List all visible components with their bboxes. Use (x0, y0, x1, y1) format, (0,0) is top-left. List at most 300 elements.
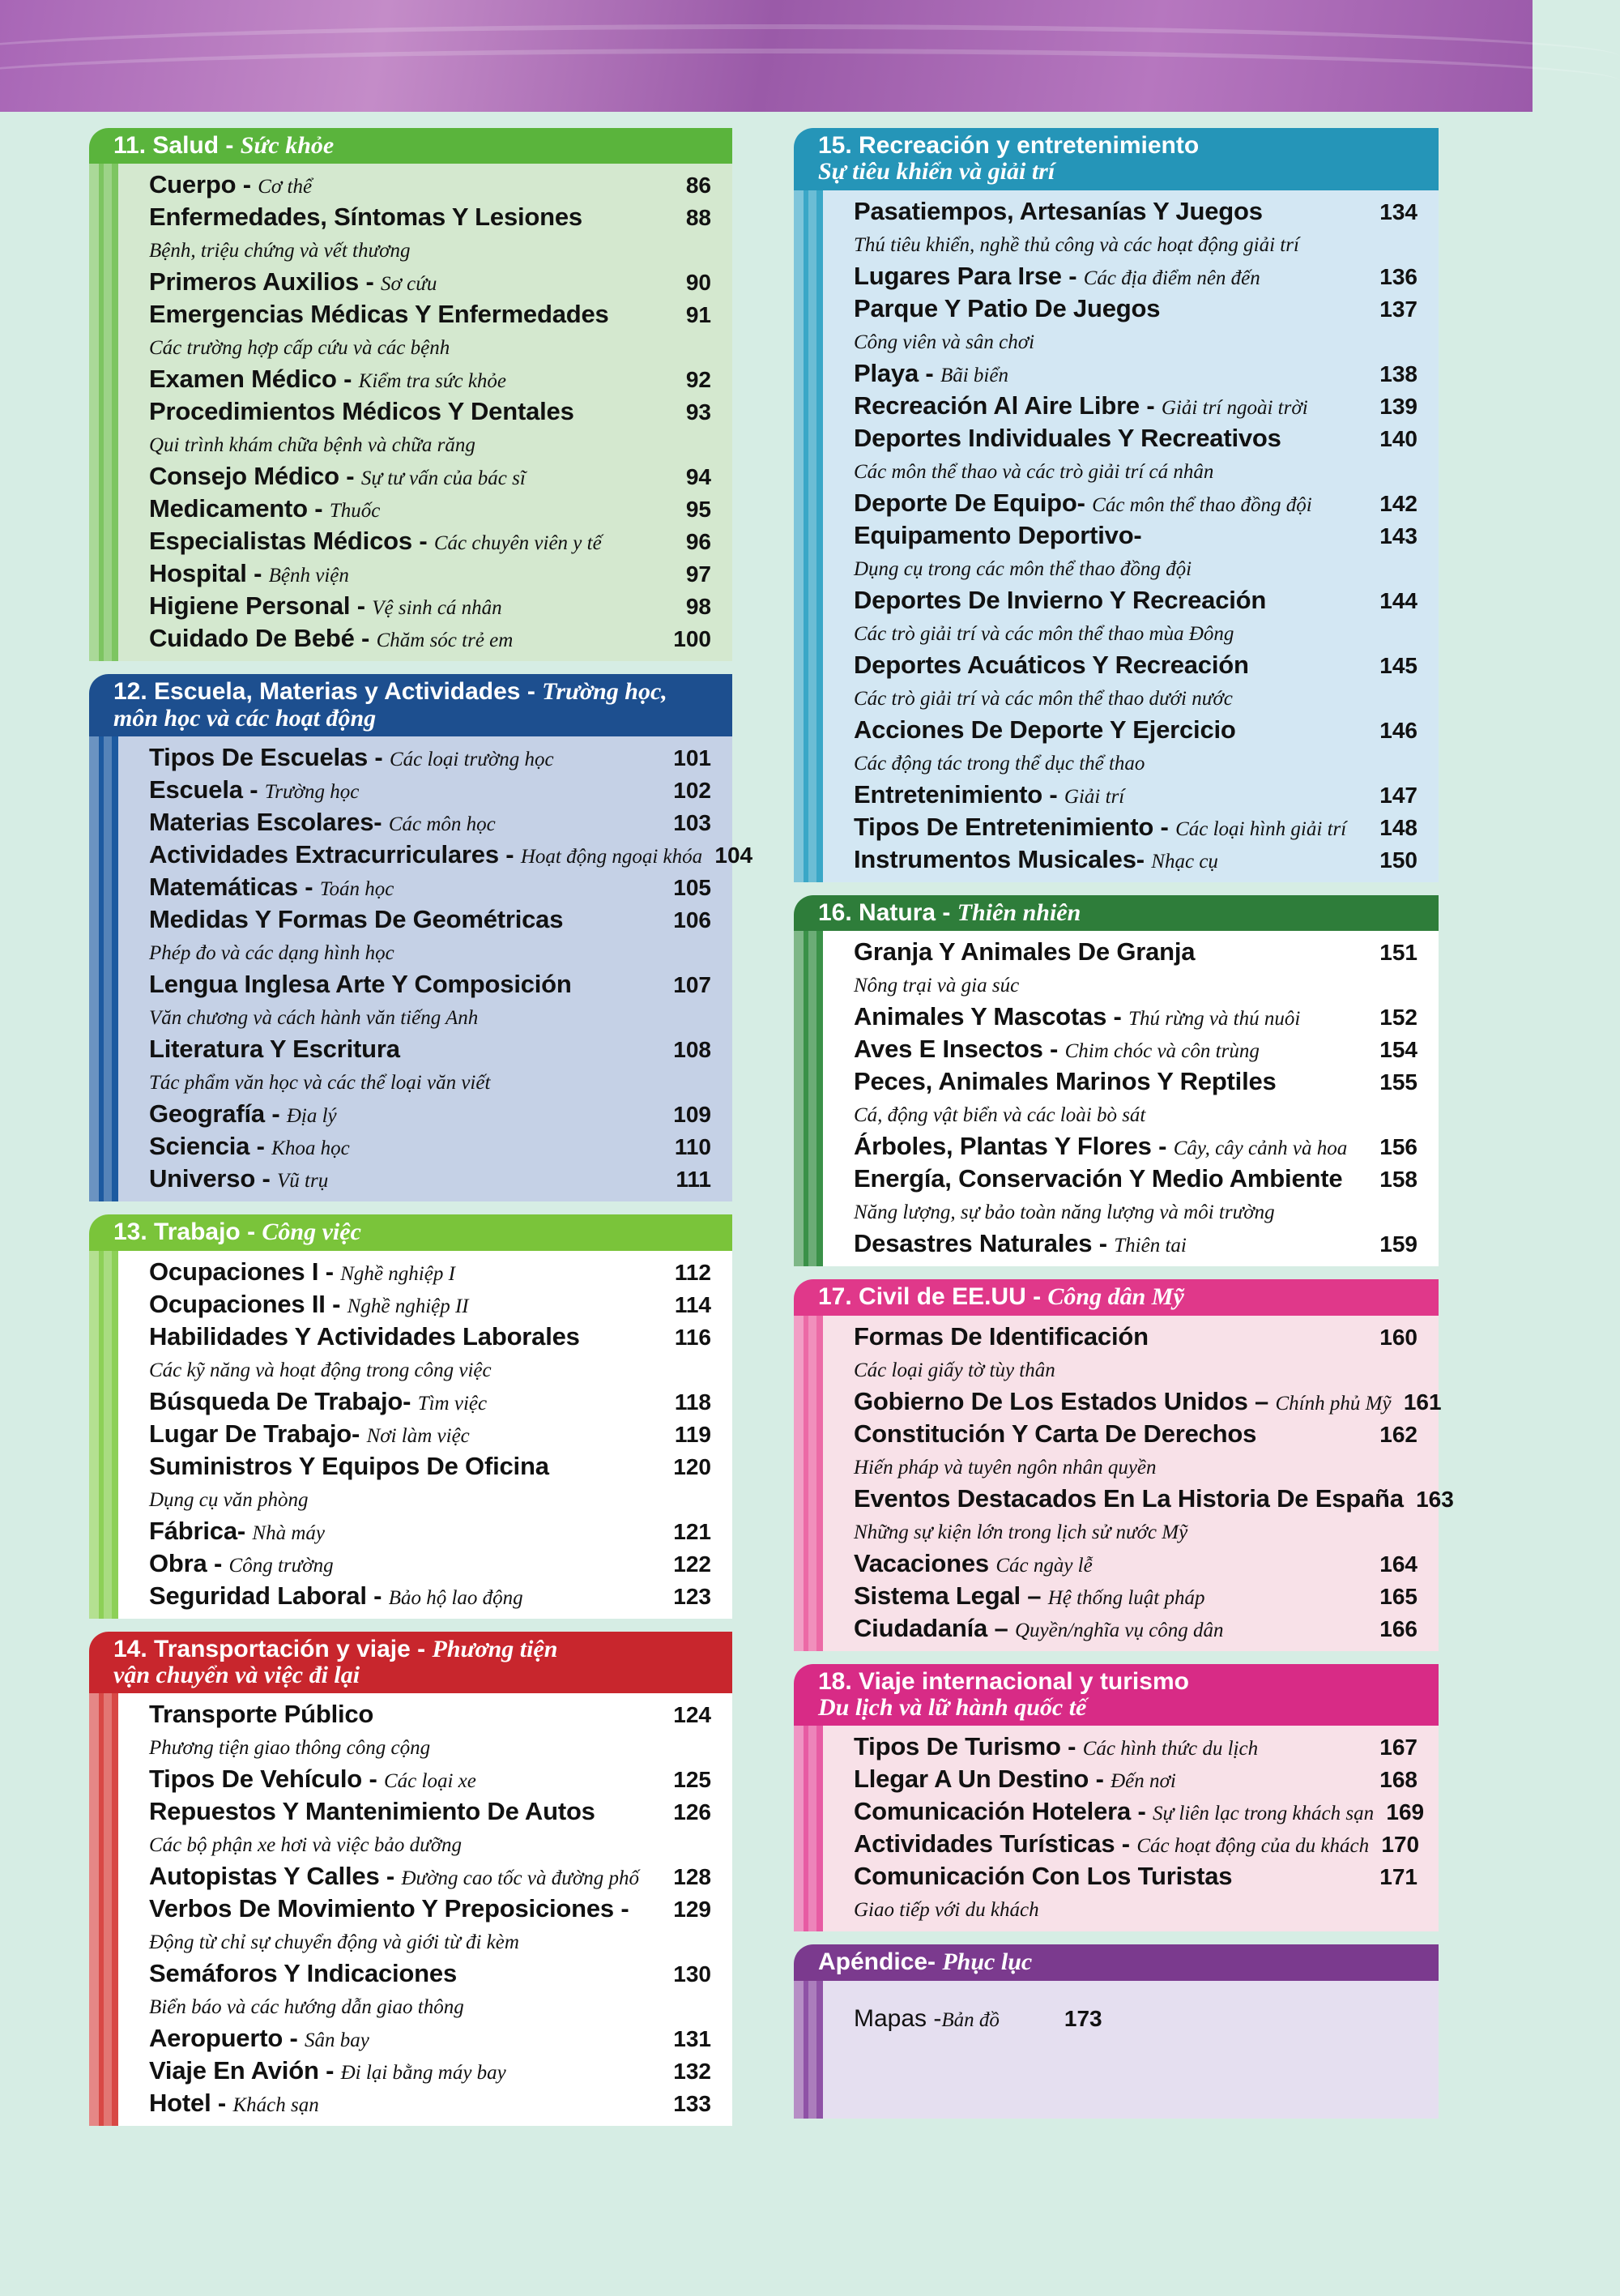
toc-entry[interactable] (854, 391, 1418, 424)
toc-entry[interactable] (149, 1452, 711, 1484)
toc-entry[interactable] (149, 840, 753, 873)
entry-title-vi: Các ngày lễ (995, 1554, 1093, 1577)
side-stripe (794, 931, 823, 1266)
page-number: 120 (673, 1453, 711, 1479)
entry-title-es: Tipos De Vehículo - (149, 1765, 384, 1794)
page-number: 169 (1386, 1799, 1425, 1825)
entry-title-vi: Các địa điểm nên đến (1083, 267, 1260, 289)
entry-text (854, 1862, 1367, 1891)
entry-subtitle-vi: Thú tiêu khiển, nghề thủ công và các hoạt động giải trí (854, 233, 1299, 256)
toc-entry[interactable] (149, 462, 711, 494)
page-number: 143 (1379, 523, 1418, 548)
entry-title-es: Parque Y Patio De Juegos (854, 293, 1161, 322)
section-title: 13. Trabajo - (113, 1218, 262, 1246)
entry-subtitle-vi: Phép đo và các dạng hình học (149, 942, 394, 965)
entry-title-vi: Bệnh viện (268, 565, 349, 587)
section-title-vi: Sức khỏe (240, 132, 335, 159)
entry-text (149, 2089, 661, 2118)
entry-title-es: Eventos Destacados En La Historia De España (854, 1483, 1404, 1513)
entry-text (149, 527, 661, 556)
entry-text (149, 1581, 661, 1611)
section-title-vi: Phục lục (942, 1948, 1033, 1976)
page-number: 111 (676, 1167, 711, 1193)
entry-title-vi: Đi lại bằng máy bay (340, 2062, 506, 2085)
entry-title-es: Tipos De Turismo - (854, 1732, 1083, 1761)
entry-title-es: Árboles, Plantas Y Flores - (854, 1132, 1174, 1161)
toc-entry[interactable] (854, 586, 1418, 618)
entry-text (149, 365, 661, 394)
toc-entry[interactable] (854, 1132, 1418, 1164)
entry-title-vi: Địa lý (286, 1105, 337, 1128)
section-11-salud (89, 128, 732, 661)
toc-entry[interactable] (149, 905, 711, 937)
entry-title-es: Medidas Y Formas De Geométricas (149, 905, 564, 934)
entry-subtitle-vi: Hiến pháp và tuyên ngôn nhân quyền (854, 1456, 1157, 1479)
section-title-vi-line2: vận chuyển và việc đi lại (113, 1661, 360, 1688)
section-title-vi: Thiên nhiên (957, 898, 1081, 926)
entry-title-vi: Nhạc cụ (1151, 850, 1218, 873)
entry-text (854, 1484, 1404, 1513)
entry-title-es: Hotel - (149, 2089, 233, 2118)
page-number: 105 (673, 875, 711, 901)
toc-entry[interactable] (854, 1067, 1418, 1099)
entry-title-es: Vacaciones (854, 1548, 996, 1577)
entry-title-vi: Tìm việc (417, 1392, 488, 1415)
toc-entry[interactable] (149, 2089, 711, 2121)
page-number: 119 (674, 1421, 711, 1447)
page-number: 154 (1379, 1037, 1418, 1063)
section-body (794, 1726, 1439, 1931)
toc-entry[interactable] (149, 1549, 711, 1581)
toc-entry[interactable] (149, 1765, 711, 1797)
page-number: 98 (685, 594, 711, 620)
section-title: 16. Natura - (818, 898, 957, 926)
entry-title-vi: Các loại trường học (389, 749, 554, 771)
entry-title-es: Emergencias Médicas Y Enfermedades (149, 300, 609, 329)
entry-title-vi: Đến nơi (1111, 1770, 1176, 1793)
entry-text (854, 1164, 1367, 1193)
entry-title-es: Playa - (854, 358, 940, 387)
page-number: 136 (1379, 263, 1418, 289)
entry-title-vi: Sự liên lạc trong khách sạn (1153, 1803, 1375, 1825)
toc-entry[interactable] (854, 845, 1418, 877)
entry-title-es: Fábrica- (149, 1516, 253, 1545)
toc-entry[interactable] (149, 1132, 711, 1164)
entry-title-es: Sciencia - (149, 1132, 272, 1161)
toc-entry[interactable] (854, 197, 1418, 229)
section-body (794, 1316, 1454, 1651)
page-number: 107 (673, 972, 711, 998)
toc-entry[interactable] (149, 1419, 711, 1452)
entry-title-vi: Chăm sóc trẻ em (376, 629, 514, 652)
entry-subtitle-vi: Các trò giải trí và các môn thể thao mùa Đông (854, 622, 1234, 645)
section-13-trabajo (89, 1214, 732, 1618)
page-number: 165 (1379, 1583, 1418, 1609)
toc-entry[interactable] (149, 1517, 711, 1549)
entry-text (149, 397, 661, 426)
toc-entry[interactable] (149, 775, 711, 808)
toc-entry[interactable] (149, 2056, 711, 2089)
entry-title-vi: Sự tư vấn của bác sĩ (360, 467, 526, 490)
entry-text (149, 873, 661, 902)
page-number: 147 (1379, 782, 1418, 808)
entry-title-es: Lugar De Trabajo- (149, 1419, 367, 1448)
toc-entry[interactable] (149, 743, 711, 775)
entry-text (854, 651, 1367, 680)
entry-text (854, 1581, 1367, 1611)
entry-title-es: Cuidado De Bebé - (149, 624, 377, 653)
toc-entry[interactable] (854, 715, 1418, 748)
entry-title-es: Mapas - (854, 2004, 942, 2032)
entry-title-vi: Các hoạt động của du khách (1136, 1835, 1370, 1858)
entry-subtitle-vi: Các trò giải trí và các môn thể thao dưới nước (854, 687, 1233, 710)
entry-subtitle-vi: Biển báo và các hướng dẫn giao thông (149, 1996, 464, 2019)
page-number: 112 (674, 1259, 711, 1285)
section-body (89, 736, 753, 1201)
entry-title-vi: Nhà máy (252, 1521, 325, 1544)
entry-title-vi: Cơ thể (258, 176, 313, 198)
toc-entry[interactable] (149, 1099, 711, 1132)
entry-title-vi: Các môn thể thao đồng đội (1092, 493, 1312, 516)
toc-entry[interactable] (149, 365, 711, 397)
toc-entry[interactable] (149, 494, 711, 527)
toc-entry[interactable] (149, 267, 711, 300)
toc-entry[interactable] (149, 1035, 711, 1067)
toc-entry[interactable] (149, 808, 711, 840)
entry-title-es: Actividades Extracurriculares - (149, 840, 521, 869)
entry-text (149, 1387, 661, 1416)
page-number: 167 (1379, 1735, 1418, 1760)
entry-text (149, 1797, 661, 1826)
toc-entry[interactable] (854, 1987, 1418, 2060)
section-title: 18. Viaje internacional y turismo (818, 1667, 1189, 1695)
toc-entry[interactable] (149, 1797, 711, 1829)
toc-entry[interactable] (854, 1614, 1418, 1646)
entry-title-vi: Thiên tai (1114, 1235, 1187, 1257)
entry-subtitle-vi: Những sự kiện lớn trong lịch sử nước Mỹ (854, 1521, 1188, 1543)
page-number: 144 (1379, 587, 1418, 613)
section-12-escuela (89, 674, 753, 1201)
toc-entry[interactable] (854, 1549, 1418, 1581)
entry-title-vi: Các loại xe (384, 1770, 476, 1793)
entry-title-es: Acciones De Deporte Y Ejercicio (854, 715, 1236, 744)
page-number: 168 (1379, 1767, 1418, 1793)
entry-title-es: Animales Y Mascotas - (854, 1002, 1129, 1031)
toc-entry[interactable] (854, 651, 1418, 683)
entry-text (149, 1035, 661, 1064)
entry-title-es: Literatura Y Escritura (149, 1035, 400, 1064)
toc-entry[interactable] (854, 1035, 1418, 1067)
side-stripe (794, 1726, 823, 1931)
entry-text (149, 203, 661, 232)
entry-text (854, 715, 1367, 745)
toc-entry[interactable] (149, 1700, 711, 1732)
section-title-vi: Phương tiện (432, 1635, 558, 1662)
page-number: 129 (673, 1897, 711, 1923)
section-header (794, 1279, 1439, 1315)
entry-title-es: Geografía - (149, 1099, 287, 1129)
entry-title-es: Habilidades Y Actividades Laborales (149, 1321, 580, 1351)
toc-entry[interactable] (149, 1581, 711, 1614)
entry-text (149, 1132, 661, 1161)
entry-subtitle-vi: Giao tiếp với du khách (854, 1899, 1039, 1922)
page-number: 156 (1379, 1134, 1418, 1160)
entry-text (149, 2024, 661, 2053)
entry-text (854, 937, 1367, 967)
entry-title-es: Repuestos Y Mantenimiento De Autos (149, 1797, 595, 1826)
entry-text (854, 262, 1367, 291)
entry-title-es: Aeropuerto - (149, 2024, 305, 2053)
entry-text (854, 521, 1367, 550)
toc-entry[interactable] (149, 873, 711, 905)
page-number: 122 (673, 1551, 711, 1577)
entry-text (149, 1322, 661, 1351)
entry-title-es: Escuela - (149, 775, 265, 804)
entry-title-es: Hospital - (149, 559, 269, 588)
toc-entry[interactable] (149, 2024, 711, 2056)
toc-entry[interactable] (149, 527, 711, 559)
entry-subtitle-vi: Các bộ phận xe hơi và việc bảo dưỡng (149, 1834, 463, 1857)
page-number: 155 (1379, 1069, 1418, 1095)
entry-subtitle-vi: Văn chương và cách hành văn tiếng Anh (149, 1007, 479, 1030)
entry-title-es: Deporte De Equipo- (854, 488, 1093, 517)
toc-entry[interactable] (854, 1862, 1418, 1894)
toc-entry[interactable] (854, 1322, 1418, 1355)
page-number: 97 (685, 561, 711, 587)
section-header (794, 895, 1439, 931)
entry-title-vi: Thú rừng và thú nuôi (1128, 1008, 1301, 1031)
page-number: 94 (685, 464, 711, 490)
entry-text (149, 1452, 661, 1481)
toc-entry[interactable] (149, 170, 711, 203)
toc-entry[interactable] (854, 1483, 1454, 1517)
entry-text (854, 1035, 1367, 1064)
page-number: 158 (1379, 1167, 1418, 1193)
entry-text (149, 1099, 661, 1129)
entry-text (149, 1700, 661, 1729)
page-number: 126 (673, 1799, 711, 1825)
entry-text (149, 170, 661, 199)
entry-title-es: Formas De Identificación (854, 1321, 1149, 1351)
entry-title-es: Procedimientos Médicos Y Dentales (149, 397, 574, 426)
toc-entry[interactable] (149, 559, 711, 591)
section-title-vi: Công việc (262, 1218, 361, 1246)
entry-title-es: Matemáticas - (149, 873, 320, 902)
entry-text (854, 1829, 1369, 1859)
toc-entry[interactable] (854, 1229, 1418, 1261)
toc-entry[interactable] (854, 813, 1418, 845)
page-number: 92 (685, 367, 711, 393)
entry-title-vi: Sân bay (305, 2029, 369, 2052)
entry-title-es: Ciudadanía – (854, 1613, 1015, 1642)
page-number: 128 (673, 1864, 711, 1890)
page-number: 162 (1379, 1421, 1418, 1447)
entry-title-es: Sistema Legal – (854, 1581, 1048, 1610)
page-number: 121 (673, 1518, 711, 1544)
toc-entry[interactable] (149, 1257, 711, 1290)
entry-text (149, 743, 661, 772)
entry-title-vi: Vệ sinh cá nhân (372, 597, 502, 620)
page-number: 86 (685, 173, 711, 198)
page-number: 108 (673, 1037, 711, 1063)
section-header (89, 128, 732, 164)
entry-title-es: Viaje En Avión - (149, 2056, 341, 2085)
page-number: 161 (1403, 1389, 1442, 1415)
section-title: 17. Civil de EE.UU - (818, 1283, 1048, 1311)
entry-title-es: Ocupaciones I - (149, 1257, 341, 1286)
toc-entry[interactable] (149, 1290, 711, 1322)
page-number: 125 (673, 1767, 711, 1793)
page-number: 137 (1379, 296, 1418, 322)
entry-title-es: Comunicación Hotelera - (854, 1797, 1153, 1826)
entry-title-vi: Các hình thức du lịch (1082, 1738, 1259, 1760)
entry-title-vi: Hệ thống luật pháp (1047, 1586, 1205, 1609)
toc-entry[interactable] (854, 294, 1418, 326)
toc-entry[interactable] (149, 970, 711, 1002)
toc-entry[interactable] (854, 1829, 1418, 1862)
entry-subtitle-vi: Nông trại và gia súc (854, 975, 1020, 997)
page-number: 90 (685, 270, 711, 296)
page-number: 132 (673, 2059, 711, 2085)
entry-title-es: Suministros Y Equipos De Oficina (149, 1451, 549, 1480)
top-decorative-band (0, 0, 1533, 112)
entry-title-vi: Các môn học (388, 813, 496, 836)
entry-title-es: Higiene Personal - (149, 591, 373, 621)
toc-entry[interactable] (854, 521, 1418, 553)
entry-title-es: Ocupaciones II - (149, 1289, 347, 1318)
toc-entry[interactable] (854, 359, 1418, 391)
entry-subtitle-vi: Các môn thể thao và các trò giải trí cá nhân (854, 460, 1214, 483)
entry-text (149, 808, 661, 837)
page-number: 116 (674, 1324, 711, 1350)
entry-subtitle-vi: Các kỹ năng và hoạt động trong công việc (149, 1359, 492, 1381)
page-number: 109 (673, 1102, 711, 1128)
entry-text (854, 294, 1367, 323)
entry-title-es: Deportes Acuáticos Y Recreación (854, 650, 1249, 679)
toc-entry[interactable] (854, 1581, 1418, 1614)
toc-entry[interactable] (149, 397, 711, 429)
entry-title-vi: Bãi biển (940, 364, 1008, 386)
entry-text (854, 1067, 1367, 1096)
entry-title-es: Gobierno De Los Estados Unidos – (854, 1386, 1276, 1415)
section-body (794, 931, 1439, 1266)
entry-title-es: Autopistas Y Calles - (149, 1862, 402, 1891)
entry-text (854, 1549, 1367, 1578)
entry-title-vi: Trường học (264, 781, 360, 804)
entry-title-es: Examen Médico - (149, 365, 359, 394)
entry-title-es: Materias Escolares- (149, 808, 389, 837)
page-number: 164 (1379, 1551, 1418, 1577)
entry-text (149, 559, 661, 588)
toc-entry[interactable] (854, 1386, 1442, 1419)
entry-title-vi: Thuốc (329, 500, 381, 523)
toc-entry[interactable] (149, 1894, 711, 1927)
toc-entry[interactable] (854, 489, 1418, 521)
page-number: 140 (1379, 425, 1418, 451)
section-body (89, 1693, 732, 2126)
toc-entry[interactable] (149, 1862, 711, 1894)
toc-entry[interactable] (854, 262, 1418, 294)
page-number: 142 (1379, 490, 1418, 516)
section-title: 14. Transportación y viaje - (113, 1635, 433, 1662)
page-number: 160 (1379, 1324, 1418, 1350)
toc-entry[interactable] (149, 300, 711, 332)
page-number: 148 (1379, 814, 1418, 840)
entry-title-es: Especialistas Médicos - (149, 527, 434, 556)
toc-entry[interactable] (854, 1765, 1418, 1797)
toc-entry[interactable] (149, 203, 711, 235)
entry-title-vi: Bản đồ (941, 2008, 1000, 2031)
entry-text (854, 1732, 1367, 1761)
entry-text (854, 1614, 1367, 1643)
entry-text (854, 1797, 1374, 1826)
toc-entry[interactable] (149, 624, 711, 656)
section-title-vi-line2: Sự tiêu khiển và giải trí (818, 158, 1055, 186)
section-header (89, 1214, 732, 1250)
toc-entry[interactable] (854, 1002, 1418, 1035)
toc-entry[interactable] (149, 1164, 711, 1197)
section-header (89, 1632, 732, 1694)
entry-title-es: Medicamento - (149, 494, 330, 523)
entry-title-es: Obra - (149, 1548, 229, 1577)
toc-entry[interactable] (854, 424, 1418, 456)
page-number: 110 (674, 1134, 711, 1160)
entry-text (149, 2056, 661, 2085)
entry-text (149, 267, 661, 297)
toc-entry[interactable] (854, 1732, 1418, 1765)
side-stripe (89, 164, 118, 661)
toc-entry[interactable] (149, 1322, 711, 1355)
toc-entry[interactable] (854, 937, 1418, 970)
entry-text (149, 1290, 661, 1319)
entry-title-vi: Vũ trụ (277, 1170, 329, 1193)
entry-title-vi: Sơ cứu (381, 273, 437, 296)
page-number: 170 (1381, 1832, 1420, 1858)
page-number: 100 (673, 626, 711, 652)
section-title-vi-line2: môn học và các hoạt động (113, 704, 377, 732)
entry-title-vi: Giải trí (1064, 785, 1125, 808)
toc-entry[interactable] (149, 591, 711, 624)
page-number: 131 (673, 2026, 711, 2052)
side-stripe (794, 1981, 823, 2119)
entry-title-es: Semáforos Y Indicaciones (149, 1959, 457, 1988)
entry-title-es: Deportes Individuales Y Recreativos (854, 423, 1281, 452)
section-body (794, 190, 1439, 882)
entry-subtitle-vi: Năng lượng, sự bảo toàn năng lượng và môi trường (854, 1201, 1275, 1224)
entry-title-vi: Chim chóc và côn trùng (1064, 1040, 1260, 1063)
toc-entry[interactable] (854, 1164, 1418, 1197)
page-number: 134 (1379, 198, 1418, 224)
entry-text (149, 300, 661, 329)
entry-title-vi: Các chuyên viên y tế (433, 532, 602, 555)
toc-entry[interactable] (149, 1387, 711, 1419)
section-appendix (794, 1944, 1439, 2118)
wave-decoration (0, 49, 1620, 113)
page-number: 173 (1064, 2005, 1102, 2031)
page-number: 106 (673, 907, 711, 933)
toc-entry[interactable] (854, 1419, 1418, 1452)
section-body (794, 1981, 1439, 2119)
page-number: 101 (673, 745, 711, 771)
section-title-vi-line2: Du lịch và lữ hành quốc tế (818, 1693, 1087, 1721)
entry-text (854, 1132, 1367, 1161)
entry-title-es: Búsqueda De Trabajo- (149, 1386, 418, 1415)
toc-entry[interactable] (854, 1797, 1425, 1829)
entry-text (149, 1862, 661, 1891)
toc-entry[interactable] (149, 1959, 711, 1991)
entry-text (149, 591, 661, 621)
toc-entry[interactable] (854, 780, 1418, 813)
